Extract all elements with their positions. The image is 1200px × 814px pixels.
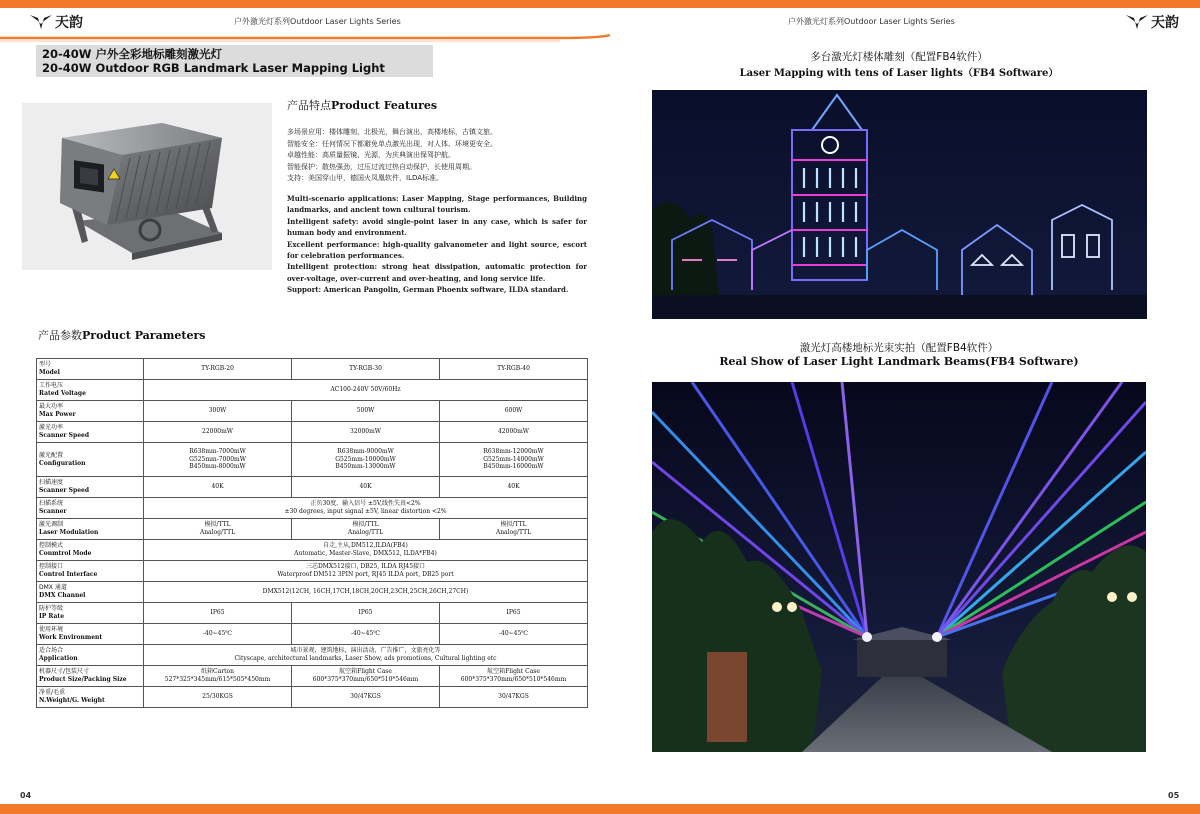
param-label-cn: 扫描系统 bbox=[39, 500, 64, 508]
param-value bbox=[440, 603, 588, 624]
param-label-cn: 适合场合 bbox=[39, 647, 64, 655]
series-header-left: 户外激光灯系列Outdoor Laser Lights Series bbox=[234, 17, 401, 26]
param-row bbox=[37, 380, 588, 401]
param-value bbox=[144, 380, 588, 401]
feature-en-5: Support: American Pangolin, German Phoenix software, ILDA standard. bbox=[287, 285, 569, 295]
param-value-line: B450mm-13000mW bbox=[335, 463, 396, 471]
brand-name: 天韵 bbox=[55, 15, 83, 31]
param-value bbox=[144, 687, 292, 708]
caption-mapping-en: Laser Mapping with tens of Laser lights（FB4 Software） bbox=[739, 68, 1059, 79]
param-label-en: Model bbox=[39, 369, 60, 376]
param-row bbox=[37, 666, 588, 687]
param-value-line: TY-RGB-40 bbox=[497, 365, 530, 373]
param-value-line: 600*375*370mm/650*510*546mm bbox=[460, 676, 567, 683]
param-label-cn: 使用环境 bbox=[39, 626, 64, 634]
laser-mapping-photo bbox=[652, 90, 1147, 319]
param-value-line: Analog/TTL bbox=[495, 529, 532, 536]
product-image bbox=[22, 103, 272, 270]
param-row bbox=[37, 401, 588, 422]
param-value bbox=[144, 582, 588, 603]
param-value-line: 32000mW bbox=[350, 428, 381, 436]
param-label-cn: 激光功率 bbox=[39, 424, 64, 432]
param-value bbox=[144, 519, 292, 540]
param-value-line: 300W bbox=[208, 407, 227, 415]
param-label bbox=[37, 519, 144, 540]
param-label bbox=[37, 624, 144, 645]
param-label bbox=[37, 422, 144, 443]
param-value-line: 40K bbox=[507, 483, 520, 491]
param-value bbox=[144, 359, 292, 380]
param-value bbox=[292, 443, 440, 477]
param-value-line: 30/47KGS bbox=[498, 693, 529, 701]
param-label bbox=[37, 477, 144, 498]
features-heading-cn: 产品特点 bbox=[287, 99, 331, 112]
param-label-cn: 激光调制 bbox=[39, 521, 64, 529]
param-label-cn: 扫描速度 bbox=[39, 479, 64, 487]
param-value-line: 自走,主从,DM512,ILDA(FB4) bbox=[323, 542, 408, 550]
param-label-cn: DMX 通道 bbox=[39, 584, 67, 592]
param-row bbox=[37, 687, 588, 708]
product-title-box bbox=[36, 45, 433, 77]
param-label-en: DMX Channel bbox=[39, 592, 86, 599]
param-label-en: Application bbox=[39, 655, 78, 662]
param-label-en: Rated Voltage bbox=[39, 390, 86, 397]
param-value-line: B450mm-16000mW bbox=[483, 463, 544, 471]
param-label bbox=[37, 582, 144, 603]
param-label-en: Control Interface bbox=[39, 571, 98, 578]
param-row bbox=[37, 443, 588, 477]
param-value-line: Analog/TTL bbox=[199, 529, 236, 536]
param-value bbox=[144, 603, 292, 624]
param-value-line: 30/47KGS bbox=[350, 693, 381, 701]
param-value-line: 40K bbox=[359, 483, 372, 491]
param-label bbox=[37, 645, 144, 666]
param-value-line: R638mm-9000mW bbox=[337, 448, 394, 456]
param-row bbox=[37, 603, 588, 624]
param-value bbox=[440, 666, 588, 687]
param-value bbox=[292, 603, 440, 624]
param-value bbox=[144, 477, 292, 498]
param-value bbox=[440, 422, 588, 443]
feature-en-2: Intelligent safety: avoid single-point laser in any case, which is safer for human body and environment. bbox=[287, 216, 587, 238]
product-title-cn: 20-40W 户外全彩地标雕刻激光灯 bbox=[42, 47, 222, 61]
brand-mark-icon bbox=[1126, 14, 1148, 30]
param-value bbox=[144, 624, 292, 645]
param-row bbox=[37, 582, 588, 603]
param-value-line: -40~45℃ bbox=[202, 630, 233, 638]
param-value bbox=[440, 624, 588, 645]
param-value bbox=[144, 422, 292, 443]
caption-beams bbox=[652, 340, 1146, 368]
param-value bbox=[144, 561, 588, 582]
param-value-line: G525mm-10000mW bbox=[335, 455, 396, 463]
param-value-line: IP65 bbox=[358, 609, 373, 617]
param-value-line: -40~45℃ bbox=[350, 630, 381, 638]
param-value bbox=[292, 519, 440, 540]
series-header-right: 户外激光灯系列Outdoor Laser Lights Series bbox=[788, 17, 955, 26]
param-value-line: Automatic, Master-Slave, DMX512, ILDA*FB4) bbox=[294, 550, 437, 557]
param-value bbox=[144, 540, 588, 561]
laser-beams-photo bbox=[652, 382, 1146, 752]
param-value-line: 航空箱Flight Case bbox=[339, 668, 392, 676]
param-value bbox=[292, 477, 440, 498]
brand-logo-left bbox=[30, 12, 83, 32]
feature-cn-5: 支持：美国穿山甲，德国火凤凰软件，ILDA标准。 bbox=[287, 174, 444, 183]
param-value-line: Waterproof DM512 3PIN port, RJ45 ILDA port, DB25 port bbox=[277, 571, 454, 578]
param-value-line: 模拟/TTL bbox=[352, 521, 379, 529]
param-label-en: Scanner Speed bbox=[39, 432, 90, 439]
param-value bbox=[144, 498, 588, 519]
param-value-line: 纸箱Carton bbox=[201, 668, 234, 676]
param-value-line: 600W bbox=[504, 407, 523, 415]
features-en-block bbox=[287, 193, 587, 296]
param-value bbox=[440, 443, 588, 477]
param-label-cn: 最大功率 bbox=[39, 403, 64, 411]
param-row bbox=[37, 498, 588, 519]
param-value-line: AC100-240V 50V/60Hz bbox=[330, 386, 401, 394]
features-heading-en: Product Features bbox=[331, 99, 438, 112]
param-value-line: 25/30KGS bbox=[202, 693, 233, 701]
param-label-cn: 净重/毛重 bbox=[39, 689, 66, 697]
param-row bbox=[37, 540, 588, 561]
param-value-line: R638mm-7000mW bbox=[189, 448, 246, 456]
brand-logo-right bbox=[1126, 12, 1179, 32]
param-label-en: Product Size/Packing Size bbox=[39, 676, 127, 683]
param-value bbox=[440, 519, 588, 540]
param-value-line: B450mm-8000mW bbox=[189, 463, 246, 471]
param-value bbox=[440, 401, 588, 422]
bottom-accent-band bbox=[0, 804, 1200, 814]
caption-beams-en: Real Show of Laser Light Landmark Beams(FB4 Software) bbox=[719, 355, 1079, 368]
param-value-line: 三芯DMX512接口, DB25, ILDA RJ45接口 bbox=[305, 563, 426, 571]
param-value bbox=[292, 422, 440, 443]
param-value-line: 22000mW bbox=[202, 428, 233, 436]
param-label-en: Scanner bbox=[39, 508, 67, 515]
caption-mapping-cn: 多台激光灯楼体雕刻（配置FB4软件） bbox=[810, 51, 988, 63]
feature-cn-3: 卓越性能：高质量振镜、光源，为庆典演出保驾护航。 bbox=[287, 151, 455, 160]
param-value-line: 城市景观，建筑地标，演出活动，广告推广，文旅亮化等 bbox=[290, 647, 441, 655]
param-label-en: Scanner Speed bbox=[39, 487, 90, 494]
param-label-en: Laser Modulation bbox=[39, 529, 99, 536]
param-label-en: IP Rate bbox=[39, 613, 65, 620]
param-value bbox=[292, 359, 440, 380]
param-value bbox=[292, 687, 440, 708]
param-label-cn: 型号 bbox=[39, 361, 52, 369]
param-value-line: 600*375*370mm/650*510*546mm bbox=[312, 676, 419, 683]
feature-en-4: Intelligent protection: strong heat dissipation, automatic protection for over-voltage, over-current and over-heating, and long service life. bbox=[287, 262, 587, 283]
param-value bbox=[292, 666, 440, 687]
params-heading-cn: 产品参数 bbox=[38, 329, 82, 342]
brand-name: 天韵 bbox=[1151, 15, 1179, 31]
param-label-cn: 激光配置 bbox=[39, 451, 64, 459]
param-value bbox=[440, 687, 588, 708]
param-label bbox=[37, 498, 144, 519]
param-value-line: ±30 degrees, input signal ±5V, linear distortion <2% bbox=[284, 508, 447, 515]
feature-cn-4: 智能保护：散热强劲，过压过流过热自动保护，长使用周期。 bbox=[287, 162, 476, 171]
feature-cn-2: 智能安全：任何情况下都避免单点激光出现，对人体、环境更安全。 bbox=[287, 139, 497, 148]
params-heading-en: Product Parameters bbox=[82, 329, 206, 342]
feature-cn-1: 多场景应用：楼体雕刻，北极光，舞台演出，高楼地标，古镇文旅。 bbox=[287, 128, 497, 136]
caption-mapping bbox=[652, 49, 1146, 79]
param-value-line: 模拟/TTL bbox=[500, 521, 527, 529]
param-row bbox=[37, 359, 588, 380]
param-value-line: G525mm-7000mW bbox=[189, 455, 246, 463]
param-row bbox=[37, 645, 588, 666]
param-value-line: IP65 bbox=[210, 609, 225, 617]
param-label-cn: 防护等级 bbox=[39, 605, 64, 613]
param-value-line: 40K bbox=[211, 483, 224, 491]
caption-beams-cn: 激光灯高楼地标光束实拍（配置FB4软件） bbox=[799, 342, 999, 354]
product-features bbox=[287, 97, 587, 296]
param-value-line: TY-RGB-20 bbox=[201, 365, 234, 373]
feature-en-1: Multi-scenario applications: Laser Mapping, Stage performances, Building landmarks, and ancient town cultural tourism. bbox=[287, 193, 587, 215]
param-value-line: IP65 bbox=[506, 609, 521, 617]
param-row bbox=[37, 519, 588, 540]
param-label bbox=[37, 359, 144, 380]
param-value-line: 模拟/TTL bbox=[204, 521, 231, 529]
top-accent-band bbox=[0, 0, 1200, 8]
param-label-cn: 控制模式 bbox=[39, 542, 64, 550]
param-label-en: Configuration bbox=[39, 459, 86, 467]
param-label bbox=[37, 603, 144, 624]
param-value-line: -40~45℃ bbox=[498, 630, 529, 638]
param-value bbox=[292, 401, 440, 422]
param-label-en: N.Weight/G. Weight bbox=[39, 697, 105, 704]
product-title-en: 20-40W Outdoor RGB Landmark Laser Mapping Light bbox=[42, 61, 385, 75]
param-row bbox=[37, 422, 588, 443]
param-label-en: Work Environment bbox=[39, 634, 103, 641]
param-value-line: 航空箱Flight Case bbox=[487, 668, 540, 676]
param-label-cn: 工作电压 bbox=[39, 382, 64, 390]
param-value bbox=[292, 624, 440, 645]
param-label-en: Max Power bbox=[39, 411, 76, 418]
features-heading bbox=[287, 97, 587, 113]
param-label bbox=[37, 401, 144, 422]
param-label bbox=[37, 666, 144, 687]
param-value bbox=[144, 666, 292, 687]
param-value bbox=[144, 443, 292, 477]
param-value-line: 527*325*345mm/615*505*450mm bbox=[164, 676, 271, 683]
param-label bbox=[37, 540, 144, 561]
param-label-cn: 控制接口 bbox=[39, 563, 64, 571]
params-heading bbox=[38, 327, 205, 343]
header-divider-line bbox=[0, 30, 1200, 44]
param-value-line: G525mm-14000mW bbox=[483, 455, 544, 463]
param-value-line: DMX512(12CH, 16CH,17CH,18CH,20CH,23CH,25CH,26CH,27CH) bbox=[262, 588, 469, 596]
param-value bbox=[440, 477, 588, 498]
param-label bbox=[37, 561, 144, 582]
param-row bbox=[37, 477, 588, 498]
param-value-line: 500W bbox=[356, 407, 375, 415]
brand-mark-icon bbox=[30, 14, 52, 30]
param-row bbox=[37, 561, 588, 582]
param-label bbox=[37, 687, 144, 708]
param-value bbox=[440, 359, 588, 380]
param-value-line: 正负30度，输入信号 ±5V,线性失真<2% bbox=[310, 500, 421, 508]
param-label bbox=[37, 443, 144, 477]
param-value-line: 42000mW bbox=[498, 428, 529, 436]
param-value-line: R638mm-12000mW bbox=[483, 448, 544, 456]
param-row bbox=[37, 624, 588, 645]
feature-en-3: Excellent performance: high-quality galvanometer and light source, escort for celebration performances. bbox=[287, 239, 587, 260]
param-value-line: Analog/TTL bbox=[347, 529, 384, 536]
param-value bbox=[144, 401, 292, 422]
param-value-line: TY-RGB-30 bbox=[349, 365, 382, 373]
product-parameters-table bbox=[36, 358, 588, 708]
param-value bbox=[144, 645, 588, 666]
param-value-line: Cityscape, architectural landmarks, Laser Show, ads promotions, Cultural lighting etc bbox=[234, 655, 497, 662]
page-number-left: 04 bbox=[20, 791, 32, 800]
param-label-cn: 机器尺寸/包装尺寸 bbox=[39, 668, 90, 676]
page-number-right: 05 bbox=[1168, 791, 1180, 800]
param-label bbox=[37, 380, 144, 401]
param-label-en: Conmtrol Mode bbox=[39, 550, 92, 557]
